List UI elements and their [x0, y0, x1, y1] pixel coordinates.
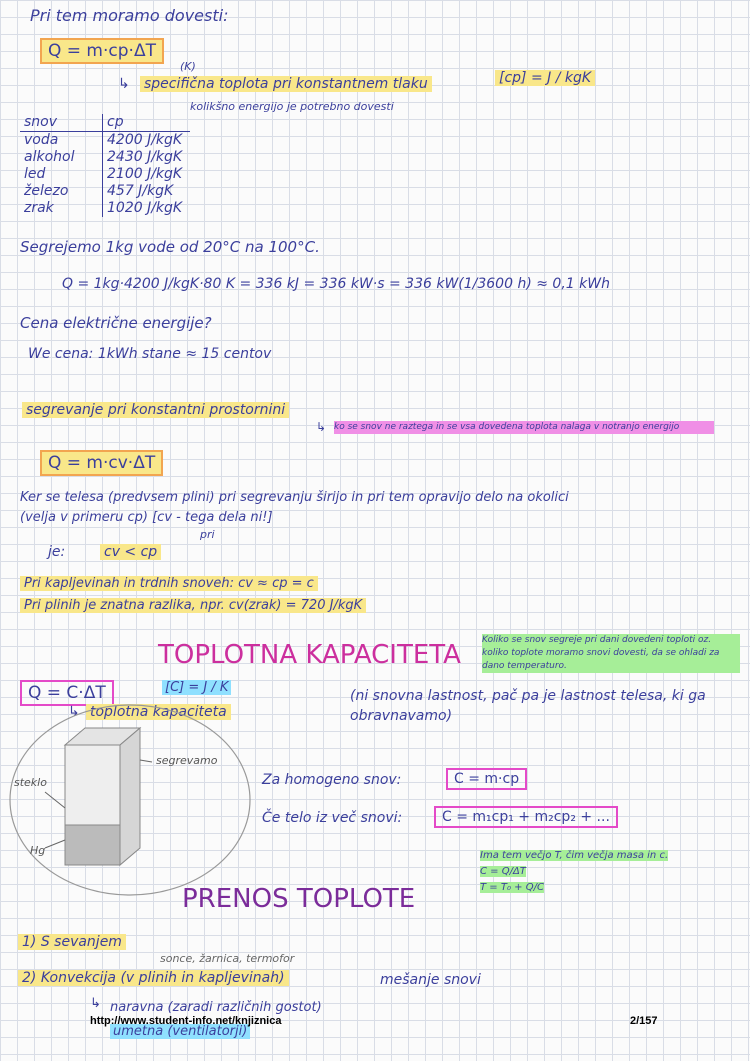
- arrow-icon: ↳: [90, 996, 101, 1011]
- temperature-note: Ima tem večjo T, čim večja masa in c.: [480, 850, 669, 861]
- heat-capacity-note: Koliko se snov segreje pri dani dovedeni toploti oz. koliko toplote moramo snovi dovesti, da se ohladi za dano temperaturo.: [482, 634, 740, 673]
- pri-label: pri: [200, 528, 215, 541]
- container-sketch: [0, 700, 260, 910]
- line-intro: Pri tem moramo dovesti:: [30, 6, 229, 25]
- label-segrevamo: segrevamo: [156, 754, 218, 767]
- table-row: led 2100 J/kgK: [20, 166, 190, 183]
- temperature-formula: T = T₀ + Q/C: [480, 882, 544, 893]
- unit-kelvin: (K): [180, 60, 196, 73]
- table-row: voda 4200 J/kgK: [20, 132, 190, 150]
- heat-transfer-title: PRENOS TOPLOTE: [182, 884, 416, 914]
- price-answer: We cena: 1kWh stane ≈ 15 centov: [28, 346, 272, 362]
- formula-cv: Q = m·cv·ΔT: [40, 450, 163, 476]
- homogeneous-formula: C = m·cp: [446, 768, 527, 790]
- pointer-line: [140, 760, 152, 762]
- c-unit: [C] = J / K: [162, 680, 231, 695]
- forced-convection: umetna (ventilatorji): [110, 1024, 250, 1039]
- arrow-icon: ↳: [68, 704, 80, 720]
- cube-side: [120, 728, 140, 865]
- composite-label: Če telo iz več snovi:: [262, 810, 403, 826]
- mercury-fill: [65, 825, 120, 865]
- expansion-text: Ker se telesa (predvsem plini) pri segrevanju širijo in pri tem opravijo delo na okolici: [20, 490, 569, 505]
- formula-c: Q = C·ΔT: [20, 680, 114, 706]
- table-row: alkohol 2430 J/kgK: [20, 149, 190, 166]
- cv-less-cp: cv < cp: [100, 544, 161, 560]
- constant-volume-heading: segrevanje pri konstantni prostornini: [22, 402, 289, 418]
- footer-url[interactable]: http://www.student-info.net/knjiznica: [90, 1015, 282, 1027]
- capacity-ratio: C = Q/ΔT: [480, 866, 526, 877]
- radiation-examples: sonce, žarnica, termofor: [160, 952, 295, 965]
- price-question: Cena električne energije?: [20, 314, 212, 332]
- arrow-icon: ↳: [118, 76, 130, 92]
- liquids-solids-rule: Pri kapljevinah in trdnih snoveh: cv ≈ cp = c: [20, 576, 318, 591]
- pointer-line: [45, 840, 65, 848]
- specific-heat-note: kolikšno energijo je potrebno dovesti: [190, 100, 394, 113]
- radiation-item: 1) S sevanjem: [18, 934, 126, 950]
- composite-formula: C = m₁cp₁ + m₂cp₂ + ...: [434, 806, 618, 828]
- table-header-snov: snov: [20, 114, 103, 132]
- heat-capacity-label: toplotna kapaciteta: [86, 704, 231, 720]
- cp-unit: [cp] = J / kgK: [495, 70, 595, 86]
- heat-capacity-description: (ni snovna lastnost, pač pa je lastnost telesa, ki ga obravnavamo): [350, 688, 706, 724]
- formula-cp: Q = m·cp·ΔT: [40, 38, 164, 64]
- label-steklo: steklo: [14, 776, 47, 789]
- table-header-cp: cp: [103, 114, 191, 132]
- materials-table: [20, 114, 190, 217]
- table-row: zrak 1020 J/kgK: [20, 200, 190, 217]
- convection-item: 2) Konvekcija (v plinih in kapljevinah): [18, 970, 289, 986]
- specific-heat-label: specifična toplota pri konstantnem tlaku: [140, 76, 432, 92]
- gases-rule: Pri plinih je znatna razlika, npr. cv(zrak) = 720 J/kgK: [20, 598, 366, 613]
- page-number: 2/157: [630, 1015, 658, 1027]
- expansion-condition: (velja v primeru cp) [cv - tega dela ni!]: [20, 510, 273, 525]
- natural-convection: naravna (zaradi različnih gostot): [110, 1000, 322, 1015]
- homogeneous-label: Za homogeno snov:: [262, 772, 402, 788]
- constant-volume-note: ko se snov ne raztega in se vsa dovedena toplota nalaga v notranjo energijo: [334, 421, 714, 434]
- je-label: je:: [48, 544, 66, 560]
- pointer-line: [45, 792, 65, 808]
- heat-capacity-title: TOPLOTNA KAPACITETA: [158, 640, 461, 670]
- arrow-icon: ↳: [316, 420, 327, 434]
- mixing-note: mešanje snovi: [380, 972, 481, 988]
- heating-example: Segrejemo 1kg vode od 20°C na 100°C.: [20, 238, 320, 256]
- table-row: železo 457 J/kgK: [20, 183, 190, 200]
- label-hg: Hg: [30, 844, 46, 857]
- heating-calculation: Q = 1kg·4200 J/kgK·80 K = 336 kJ = 336 kW·s = 336 kW(1/3600 h) ≈ 0,1 kWh: [62, 276, 610, 292]
